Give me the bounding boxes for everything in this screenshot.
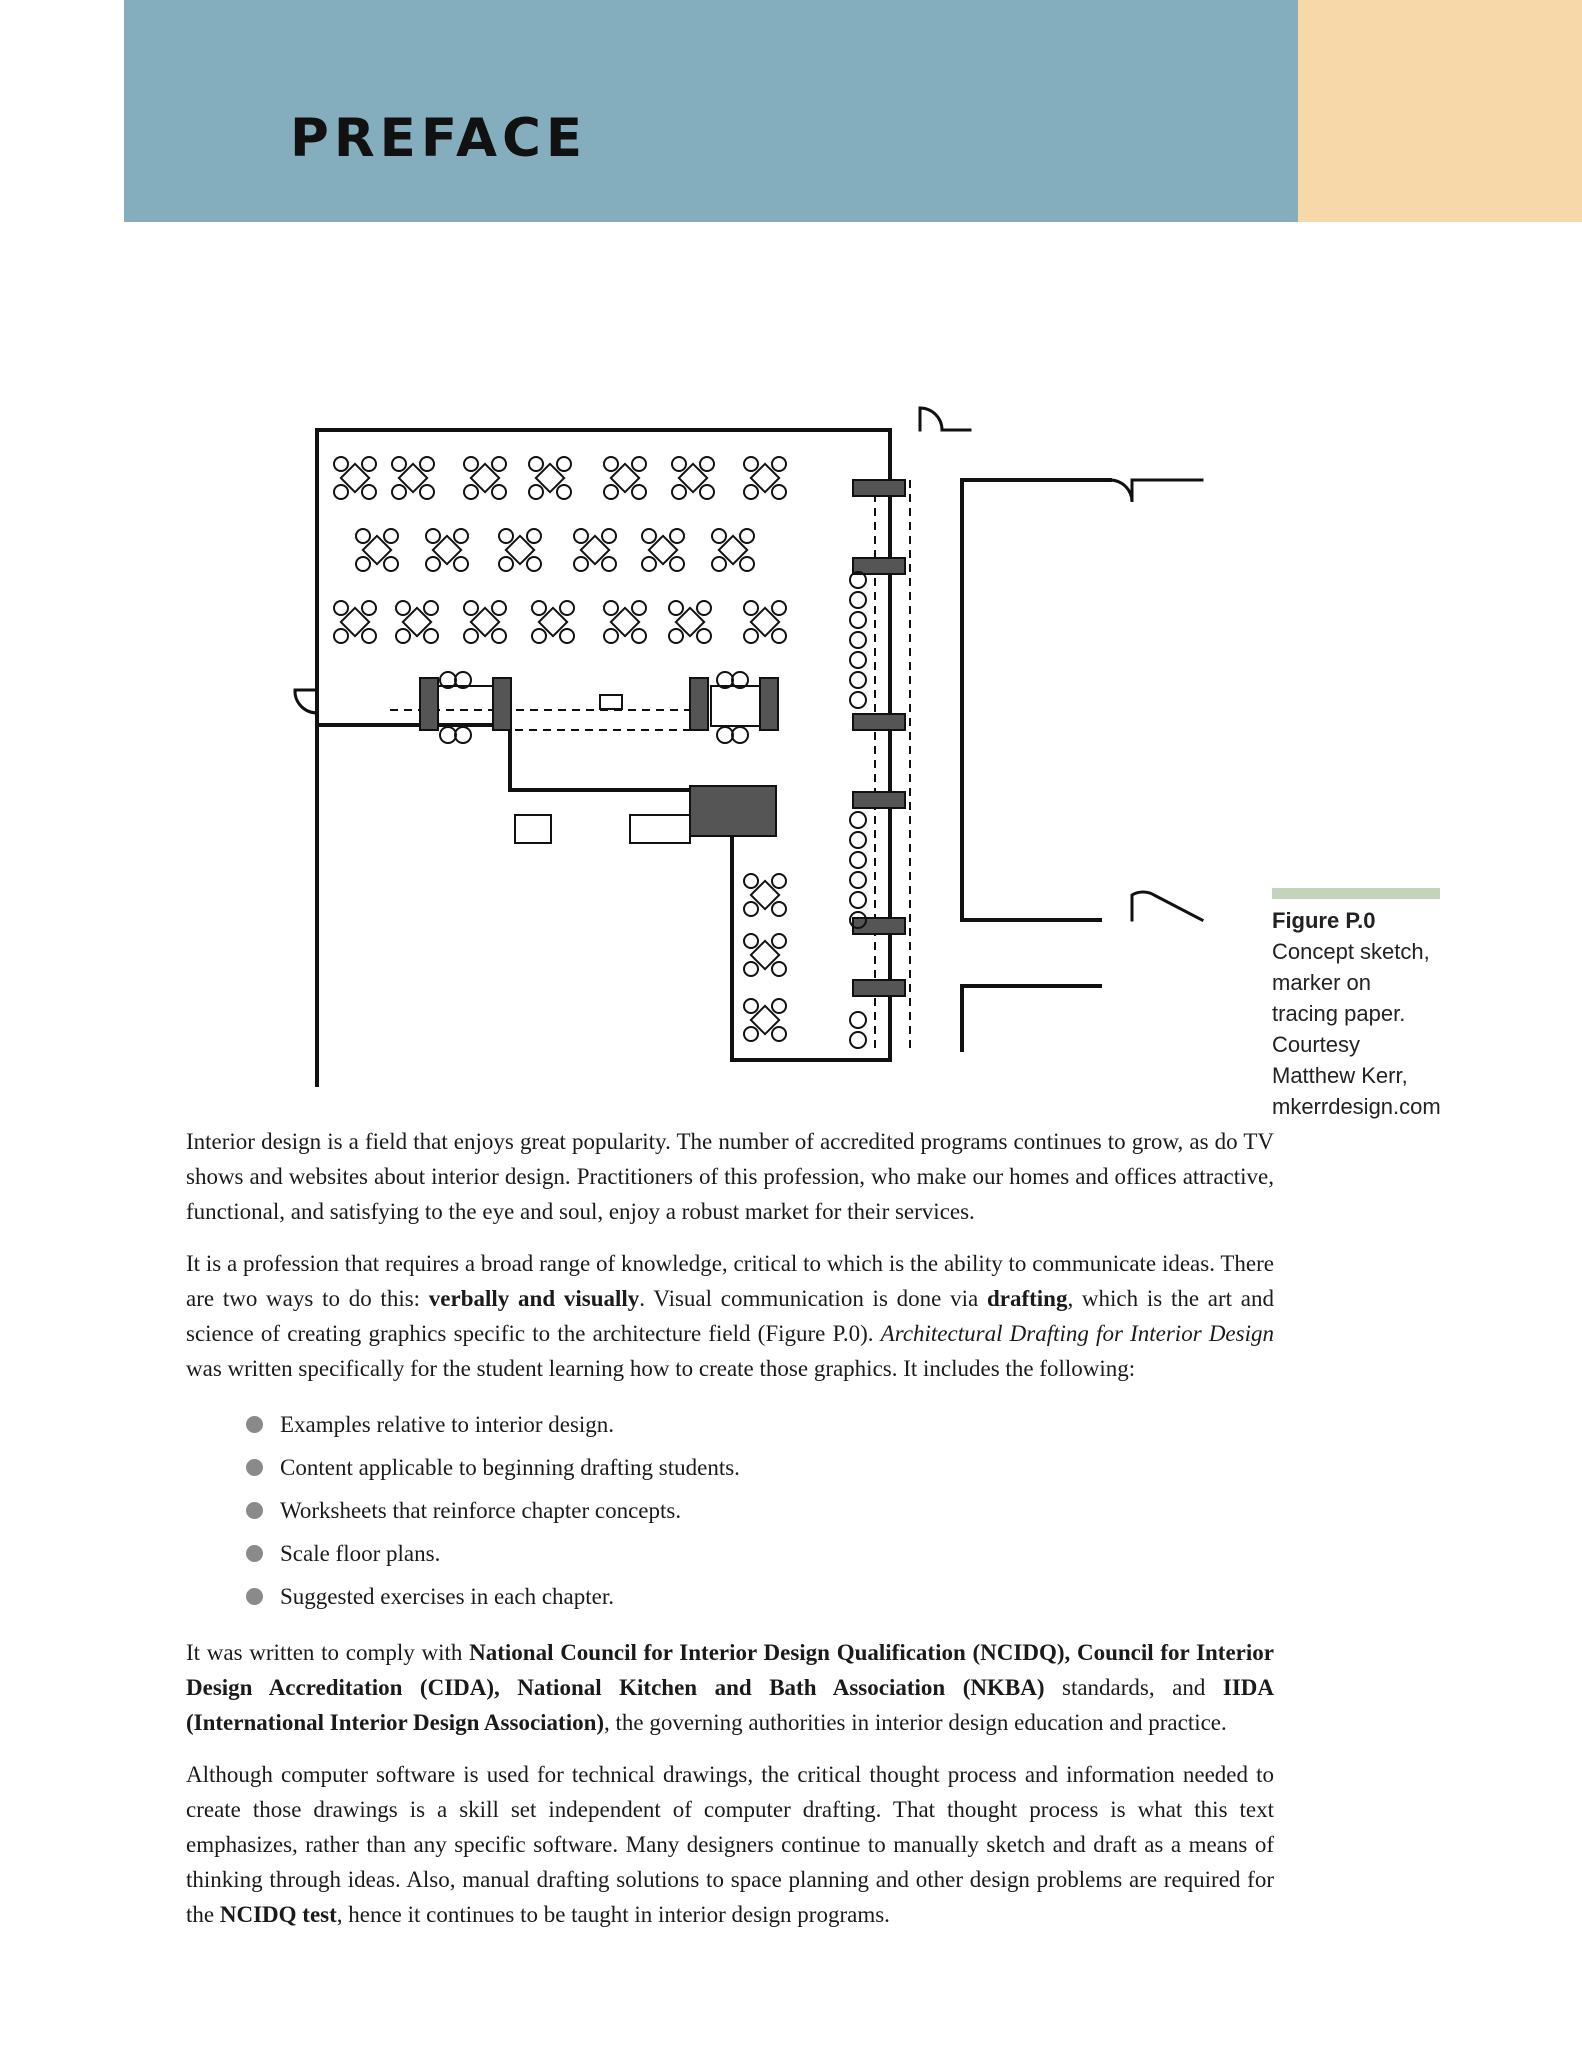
table-with-chairs-icon xyxy=(464,601,506,643)
text-run: , hence it continues to be taught in interior design programs. xyxy=(336,1902,890,1927)
list-item-text: Worksheets that reinforce chapter concepts. xyxy=(280,1498,682,1523)
italic-book-title: Architectural Drafting for Interior Design xyxy=(880,1321,1274,1346)
bullet-icon xyxy=(246,1545,263,1562)
table-with-chairs-icon xyxy=(744,999,786,1041)
table-with-chairs-icon xyxy=(712,529,754,571)
stool-icon xyxy=(850,892,866,908)
table-with-chairs-icon xyxy=(574,529,616,571)
table-with-chairs-icon xyxy=(744,934,786,976)
table-with-chairs-icon xyxy=(356,529,398,571)
stool-icon xyxy=(850,1032,866,1048)
bold-run: IIDA (International Interior Design Association) xyxy=(186,1675,1274,1735)
caption-rule xyxy=(1272,888,1440,899)
table-with-chairs-icon xyxy=(744,601,786,643)
bold-run: National Council for Interior Design Qualification (NCIDQ), Council for Interior Design Accreditation (CIDA), National Kitchen and Bath Association (NKBA) xyxy=(186,1640,1274,1700)
text-run: , the governing authorities in interior design education and practice. xyxy=(604,1710,1227,1735)
bullet-icon xyxy=(246,1459,263,1476)
table-with-chairs-icon xyxy=(334,601,376,643)
figure-label: Figure P.0 xyxy=(1272,908,1376,933)
table-with-chairs-icon xyxy=(529,457,571,499)
table-with-chairs-icon xyxy=(426,529,468,571)
stool-icon xyxy=(850,592,866,608)
table-with-chairs-icon xyxy=(499,529,541,571)
floor-plan-sketch xyxy=(280,390,1240,1100)
text-run: , which is the art and science of creating graphics specific to the architecture field (Figure P.0). xyxy=(186,1286,1274,1346)
paragraph-intro: Interior design is a field that enjoys great popularity. The number of accredited programs continues to grow, as do TV shows and websites about interior design. Practitioners of this profession, who make our homes and offices attractive, functional, and satisfying to the eye and soul, enjoy a robust market for their services. xyxy=(186,1129,1274,1224)
stool-icon xyxy=(850,852,866,868)
stool-icon xyxy=(850,612,866,628)
stool-icon xyxy=(850,872,866,888)
figure-caption xyxy=(1272,888,1440,1122)
list-item-text: Scale floor plans. xyxy=(280,1541,441,1566)
page-title: PREFACE xyxy=(290,108,588,169)
stool-icon xyxy=(850,672,866,688)
text-run: It was written to comply with xyxy=(186,1640,470,1665)
table-with-chairs-icon xyxy=(744,457,786,499)
bold-run: drafting xyxy=(986,1286,1068,1311)
stool-icon xyxy=(732,727,748,743)
table-with-chairs-icon xyxy=(604,601,646,643)
table-with-chairs-icon xyxy=(334,457,376,499)
text-run: standards, and xyxy=(1044,1675,1223,1700)
bullet-icon xyxy=(246,1588,263,1605)
stool-icon xyxy=(850,632,866,648)
stool-icon xyxy=(850,1012,866,1028)
list-item xyxy=(186,1532,1274,1575)
table-with-chairs-icon xyxy=(392,457,434,499)
bullet-icon xyxy=(246,1502,263,1519)
text-run: . Visual communication is done via xyxy=(639,1286,987,1311)
stool-icon xyxy=(850,812,866,828)
table-with-chairs-icon xyxy=(669,601,711,643)
stool-icon xyxy=(717,727,733,743)
list-item-text: Content applicable to beginning drafting students. xyxy=(280,1455,740,1480)
list-item xyxy=(186,1575,1274,1618)
list-item xyxy=(186,1403,1274,1446)
stool-icon xyxy=(850,832,866,848)
table-with-chairs-icon xyxy=(464,457,506,499)
list-item-text: Suggested exercises in each chapter. xyxy=(280,1584,615,1609)
text-run: was written specifically for the student learning how to create those graphics. It includes the following: xyxy=(186,1356,1136,1381)
table-with-chairs-icon xyxy=(744,874,786,916)
table-with-chairs-icon xyxy=(604,457,646,499)
stool-icon xyxy=(440,727,456,743)
stool-icon xyxy=(455,727,471,743)
table-with-chairs-icon xyxy=(396,601,438,643)
paragraph-drafting xyxy=(186,1246,1274,1386)
body-text xyxy=(186,1124,1274,1949)
text-run: It is a profession that requires a broad range of knowledge, critical to which is the ability to communicate ideas. There are two ways to do this: xyxy=(186,1251,1274,1311)
table-with-chairs-icon xyxy=(642,529,684,571)
bold-run: NCIDQ test xyxy=(219,1902,337,1927)
paragraph-standards xyxy=(186,1635,1274,1740)
stool-icon xyxy=(850,692,866,708)
table-with-chairs-icon xyxy=(532,601,574,643)
feature-list xyxy=(186,1403,1274,1618)
header-accent-block xyxy=(1298,0,1582,222)
text-run: Although computer software is used for technical drawings, the critical thought process and information needed to create those drawings is a skill set independent of computer drafting. That thought process is what this text emphasizes, rather than any specific software. Many designers continue to manually sketch and draft as a means of thinking through ideas. Also, manual drafting solutions to space planning and other design problems are required for the xyxy=(186,1762,1274,1927)
stool-icon xyxy=(850,652,866,668)
list-item-text: Examples relative to interior design. xyxy=(280,1412,615,1437)
table-with-chairs-icon xyxy=(672,457,714,499)
list-item xyxy=(186,1446,1274,1489)
list-item xyxy=(186,1489,1274,1532)
bullet-icon xyxy=(246,1416,263,1433)
bold-run: verbally and visually xyxy=(428,1286,640,1311)
figure-caption-text: Concept sketch, marker on tracing paper. Courtesy Matthew Kerr, mkerrdesign.com xyxy=(1272,939,1441,1119)
paragraph-software xyxy=(186,1757,1274,1932)
